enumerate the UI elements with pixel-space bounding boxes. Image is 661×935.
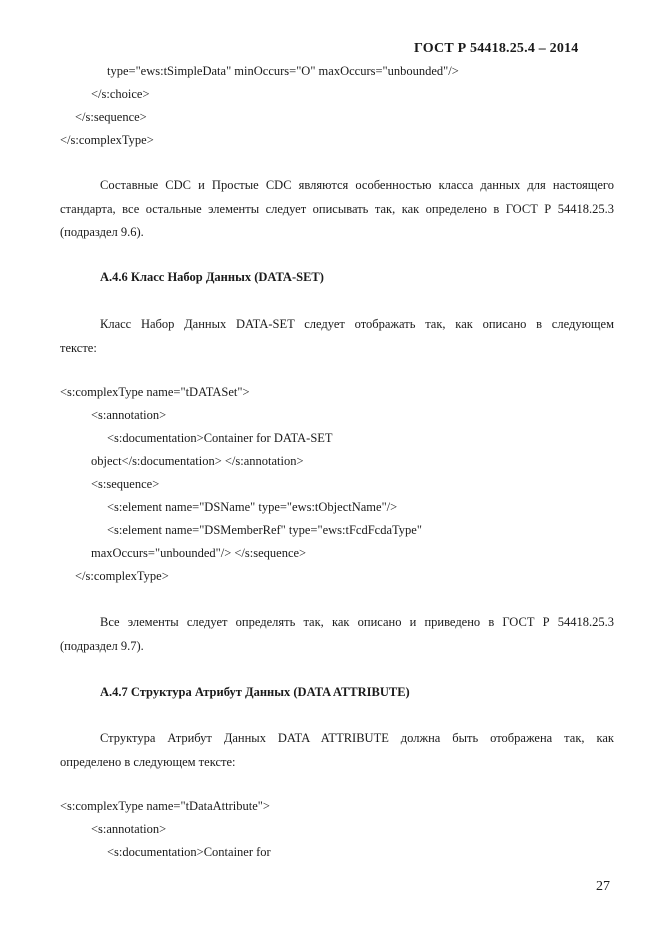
code-line: <s:sequence>	[91, 477, 160, 491]
paragraph-data-set	[60, 313, 614, 360]
section-heading-a46: А.4.6 Класс Набор Данных (DATA-SET)	[100, 270, 324, 284]
code-line: <s:complexType name="tDATASet">	[60, 385, 250, 399]
paragraph-line: тексте:	[60, 340, 97, 355]
code-line: <s:element name="DSName" type="ews:tObjectName"/>	[107, 500, 398, 514]
code-line: </s:complexType>	[75, 569, 169, 583]
paragraph-line: Составные CDC и Простые CDC являются особенностью класса данных для настоящего	[100, 178, 614, 192]
paragraph-composite-cdc	[60, 174, 614, 245]
document-header-standard: ГОСТ Р 54418.25.4 – 2014	[414, 41, 579, 56]
page-number: 27	[596, 879, 610, 894]
code-line: </s:sequence>	[75, 110, 147, 124]
code-line: </s:choice>	[91, 87, 150, 101]
paragraph-all-elements	[60, 611, 614, 658]
code-line: <s:complexType name="tDataAttribute">	[60, 799, 270, 813]
code-line: <s:documentation>Container for DATA-SET	[107, 431, 333, 445]
paragraph-line: (подраздел 9.7).	[60, 638, 144, 653]
paragraph-line: (подраздел 9.6).	[60, 225, 144, 239]
code-line: </s:complexType>	[60, 133, 154, 147]
code-line: <s:documentation>Container for	[107, 845, 271, 859]
code-line: object</s:documentation> </s:annotation>	[91, 454, 304, 468]
code-line: type="ews:tSimpleData" minOccurs="O" maxOccurs="unbounded"/>	[107, 64, 459, 78]
paragraph-line: Все элементы следует определять так, как описано и приведено в ГОСТ Р 54418.25.3	[100, 615, 614, 629]
code-line: <s:annotation>	[91, 408, 167, 422]
paragraph-line: стандарта, все остальные элементы следует описывать так, как определено в ГОСТ Р 54418.25.3	[60, 201, 614, 216]
paragraph-line: Структура Атрибут Данных DATA ATTRIBUTE должна быть отображена так, как	[100, 731, 614, 745]
paragraph-data-attribute	[60, 727, 614, 774]
paragraph-line: Класс Набор Данных DATA-SET следует отображать так, как описано в следующем	[100, 317, 614, 331]
code-line: <s:element name="DSMemberRef" type="ews:tFcdFcdaType"	[107, 523, 422, 537]
code-line: <s:annotation>	[91, 822, 167, 836]
section-heading-a47: А.4.7 Структура Атрибут Данных (DATA ATTRIBUTE)	[100, 685, 410, 699]
paragraph-line: определено в следующем тексте:	[60, 754, 236, 769]
code-line: maxOccurs="unbounded"/> </s:sequence>	[91, 546, 307, 560]
